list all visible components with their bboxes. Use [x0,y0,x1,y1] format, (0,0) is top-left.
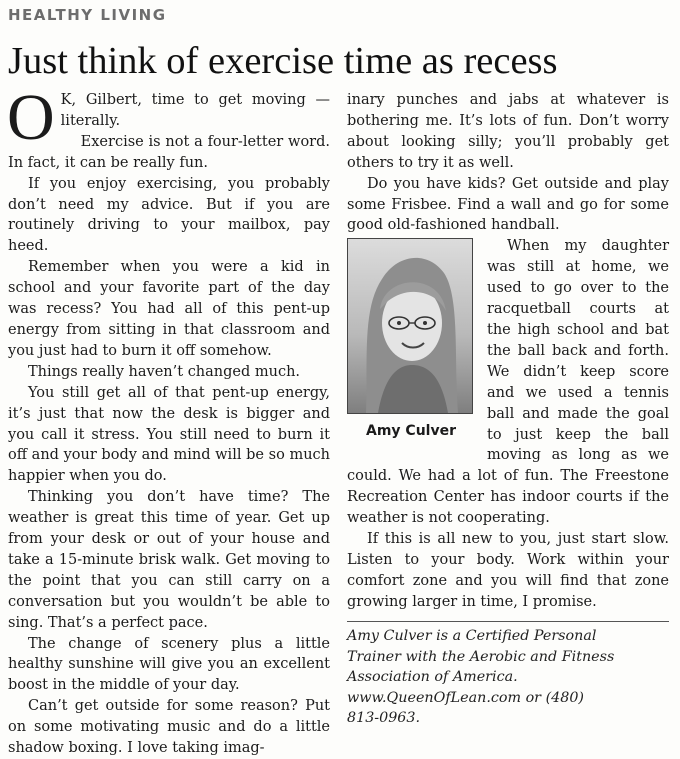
bio-line: www.QueenOfLean.com or (480) [347,689,585,706]
paragraph: When my daughter was still at home, we used to go over to the racquetball courts at the high school and bat the ball back and forth. We didn’t keep score and we used a tennis ball and made the goal to just keep the ball moving as long as we could. We had a lot of fun. The Freestone Recreation Center has indoor courts if the weather is not cooperating. [347,238,669,527]
paragraph: Exercise is not a four-letter word. In fact, it can be really fun. [8,133,330,171]
author-photo [347,238,473,414]
bio-divider [347,621,669,622]
paragraph: If this is all new to you, just start slow. Listen to your body. Work within your comfort zone and you will find that zone growing larger in time, I promise. [347,531,669,610]
paragraph: inary punches and jabs at whatever is bothering me. It’s lots of fun. Don’t worry about looking silly; you’ll probably get others to try it as well. [347,92,669,171]
paragraph: Remember when you were a kid in school and your favorite part of the day was recess? You had all of this pent-up energy from sitting in that classroom and you just had to burn it off somehow. [8,259,330,359]
bio-line: Trainer with the Aerobic and Fitness [347,648,615,665]
paragraph: You still get all of that pent-up energy, it’s just that now the desk is bigger and you call it stress. You still need to burn it off and your body and mind will be so much happier when you do. [8,384,330,485]
author-photo-box [347,238,475,448]
headline: Just think of exercise time as recess [8,40,558,82]
paragraph: The change of scenery plus a little healthy sunshine will give you an excellent boost in the middle of your day. [8,635,330,694]
bio-line: 813-0963. [347,710,421,726]
bio-line: Association of America. [347,669,518,685]
paragraph: Can’t get outside for some reason? Put on some motivating music and do a little shadow boxing. I love taking imag- [8,698,330,757]
paragraph: Thinking you don’t have time? The weather is great this time of year. Get up from your desk or out of your house and take a 15-minute brisk walk. Get moving to the point that you can still carry on a conversation but you wouldn’t be able to sing. That’s a perfect pace. [8,489,330,631]
paragraph: If you enjoy exercising, you probably don’t need my advice. But if you are routinely driving to your mailbox, pay heed. [8,175,330,255]
portrait-illustration [348,239,472,413]
section-label: HEALTHY LIVING [8,6,167,24]
paragraph: Things really haven’t changed much. [28,363,301,380]
author-bio [347,626,669,729]
paragraph: K, Gilbert, time to get moving — literally. [60,92,330,129]
photo-caption: Amy Culver [366,423,456,440]
paragraph: Do you have kids? Get outside and play some Frisbee. Find a wall and go for some good old-fashioned handball. [347,175,669,234]
drop-cap: O [7,81,55,154]
right-column [347,90,669,613]
bio-line: Amy Culver is a Certified Personal [347,628,597,644]
left-column [7,81,330,759]
